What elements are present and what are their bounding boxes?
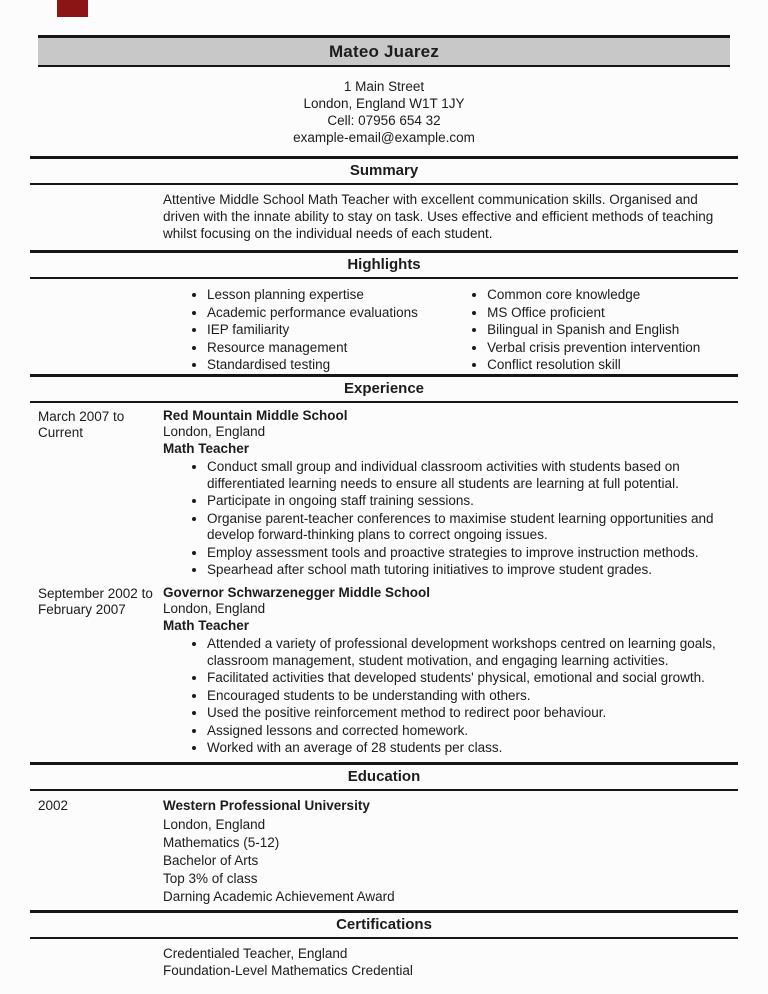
list-item: • Encouraged students to be understanding with others. (207, 688, 723, 705)
section-header-experience (30, 374, 738, 403)
list-item: • Organise parent-teacher conferences to maximise student learning opportunities and develop forward-thinking plans to correct ongoing issues. (207, 511, 723, 544)
list-item: • MS Office proficient (487, 304, 738, 322)
job-title: Math Teacher (163, 440, 250, 456)
experience-date-range (38, 586, 158, 619)
list-item: • Conduct small group and individual classroom activities with students based on differentiated learning needs to ensure all students are learning at full potential. (207, 459, 723, 492)
candidate-name: Mateo Juarez (328, 42, 440, 61)
list-item: • Assigned lessons and corrected homework. (207, 723, 723, 740)
list-item: • Participate in ongoing staff training sessions. (207, 493, 723, 510)
employer-name: Governor Schwarzenegger Middle School (163, 584, 431, 600)
list-item: • Conflict resolution skill (487, 356, 738, 374)
job-bullet-list (163, 459, 723, 579)
list-item: Top 3% of class (163, 870, 258, 886)
list-item: Darning Academic Achievement Award (163, 888, 395, 904)
contact-email: example-email@example.com (293, 130, 475, 145)
highlights-left-list (163, 286, 441, 374)
date-line: Current (38, 425, 84, 440)
highlights-right-list (443, 286, 738, 374)
employer-name: Red Mountain Middle School (163, 407, 348, 423)
name-banner (38, 35, 730, 67)
list-item: • Academic performance evaluations (207, 304, 441, 322)
list-item: • IEP familiarity (207, 321, 441, 339)
certification-list (163, 945, 738, 979)
list-item: • Verbal crisis prevention intervention (487, 339, 738, 357)
list-item: • Spearhead after school math tutoring initiatives to improve student grades. (207, 562, 723, 579)
list-item: • Employ assessment tools and proactive strategies to improve instruction methods. (207, 545, 723, 562)
date-line: 2002 (38, 797, 69, 813)
section-title: Education (347, 767, 421, 785)
education-entry (30, 797, 738, 905)
contact-block (30, 78, 738, 146)
contact-city-line: London, England W1T 1JY (303, 96, 465, 111)
list-item: • Lesson planning expertise (207, 286, 441, 304)
section-header-education (30, 762, 738, 791)
job-bullet-list (163, 636, 723, 757)
section-header-summary (30, 156, 738, 185)
contact-phone: Cell: 07956 654 32 (327, 113, 441, 128)
list-item: • Standardised testing (207, 356, 441, 374)
section-title: Experience (343, 379, 425, 397)
education-detail-list (163, 816, 723, 905)
highlights-columns (30, 286, 738, 374)
list-item: • Resource management (207, 339, 441, 357)
list-item: • Attended a variety of professional development workshops centred on learning goals, classroom management, student motivation, and engaging learning activities. (207, 636, 723, 669)
education-year (38, 798, 158, 815)
list-item: London, England (163, 816, 266, 832)
job-title: Math Teacher (163, 617, 250, 633)
summary-paragraph: Attentive Middle School Math Teacher with excellent communication skills. Organised and driven with the innate ability to stay on task. Uses effective and efficient methods of teaching whilst focusing on the individual needs of each student. (163, 192, 714, 241)
section-header-highlights (30, 250, 738, 279)
experience-entry (30, 408, 738, 579)
experience-date-range (38, 409, 158, 442)
list-item: • Used the positive reinforcement method to redirect poor behaviour. (207, 705, 723, 722)
list-item: • Worked with an average of 28 students per class. (207, 740, 723, 757)
section-header-certifications (30, 910, 738, 939)
date-line: September 2002 to (38, 585, 153, 601)
list-item: • Bilingual in Spanish and English (487, 321, 738, 339)
section-title: Certifications (336, 915, 432, 933)
section-title: Highlights (347, 256, 421, 273)
list-item: Mathematics (5-12) (163, 834, 280, 850)
experience-entry (30, 585, 738, 757)
date-line: March 2007 to (38, 408, 125, 424)
resume-document (30, 0, 738, 979)
section-title: Summary (349, 162, 419, 179)
list-item: • Facilitated activities that developed students' physical, emotional and social growth. (207, 670, 723, 687)
list-item: Bachelor of Arts (163, 852, 259, 868)
date-line: February 2007 (38, 602, 126, 617)
school-name: Western Professional University (163, 797, 370, 813)
list-item: • Common core knowledge (487, 286, 738, 304)
list-item: Credentialed Teacher, England (163, 945, 348, 961)
employer-location: London, England (163, 601, 266, 616)
employer-location: London, England (163, 424, 266, 439)
list-item: Foundation-Level Mathematics Credential (163, 962, 413, 978)
contact-address-line: 1 Main Street (343, 79, 425, 94)
certifications-block (30, 945, 738, 979)
